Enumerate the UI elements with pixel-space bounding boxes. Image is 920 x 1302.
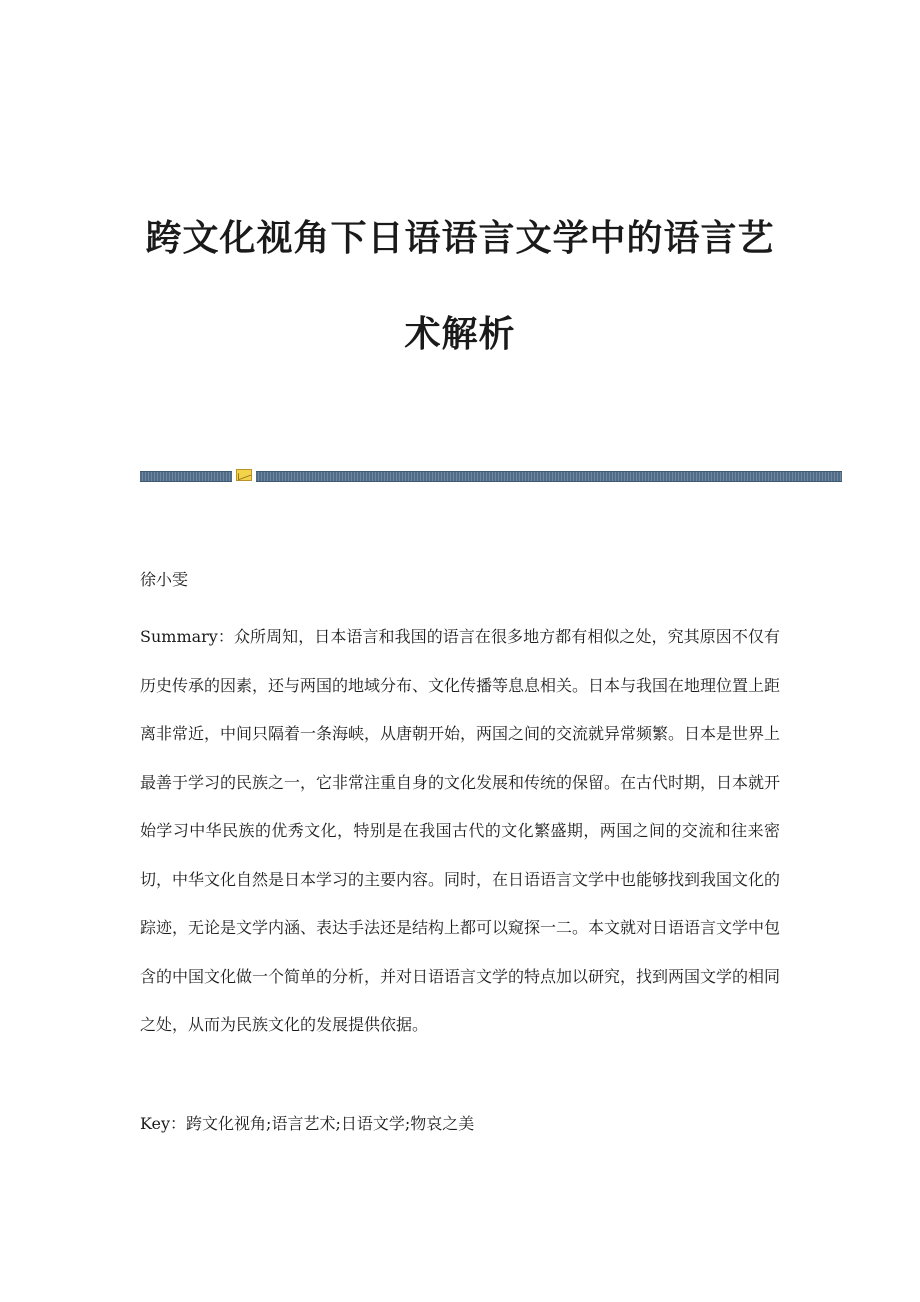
summary-paragraph <box>140 613 780 1050</box>
divider-bar-left <box>140 471 232 482</box>
summary-label: Summary： <box>140 627 234 646</box>
keywords-text: 跨文化视角;语言艺术;日语文学;物哀之美 <box>186 1114 475 1133</box>
summary-text: 众所周知，日本语言和我国的语言在很多地方都有相似之处，究其原因不仅有历史传承的因素，还与两国的地域分布、文化传播等息息相关。日本与我国在地理位置上距离非常近，中间只隔着一条海峡，从唐朝开始，两国之间的交流就异常频繁。日本是世界上最善于学习的民族之一，它非常注重自身的文化发展和传统的保留。在古代时期，日本就开始学习中华民族的优秀文化，特别是在我国古代的文化繁盛期，两国之间的交流和往来密切，中华文化自然是日本学习的主要内容。同时，在日语语言文学中也能够找到我国文化的踪迹，无论是文学内涵、表达手法还是结构上都可以窥探一二。本文就对日语语言文学中包含的中国文化做一个简单的分析，并对日语语言文学的特点加以研究，找到两国文学的相同之处，从而为民族文化的发展提供依据。 <box>140 627 781 1034</box>
title-divider <box>140 469 842 483</box>
keywords-label: Key： <box>140 1114 187 1133</box>
divider-bar-right <box>256 471 842 482</box>
author-name: 徐小雯 <box>140 570 189 589</box>
keywords-paragraph <box>140 1100 780 1149</box>
mail-icon <box>236 469 252 481</box>
document-title: 跨文化视角下日语语言文学中的语言艺术解析 <box>145 217 775 355</box>
